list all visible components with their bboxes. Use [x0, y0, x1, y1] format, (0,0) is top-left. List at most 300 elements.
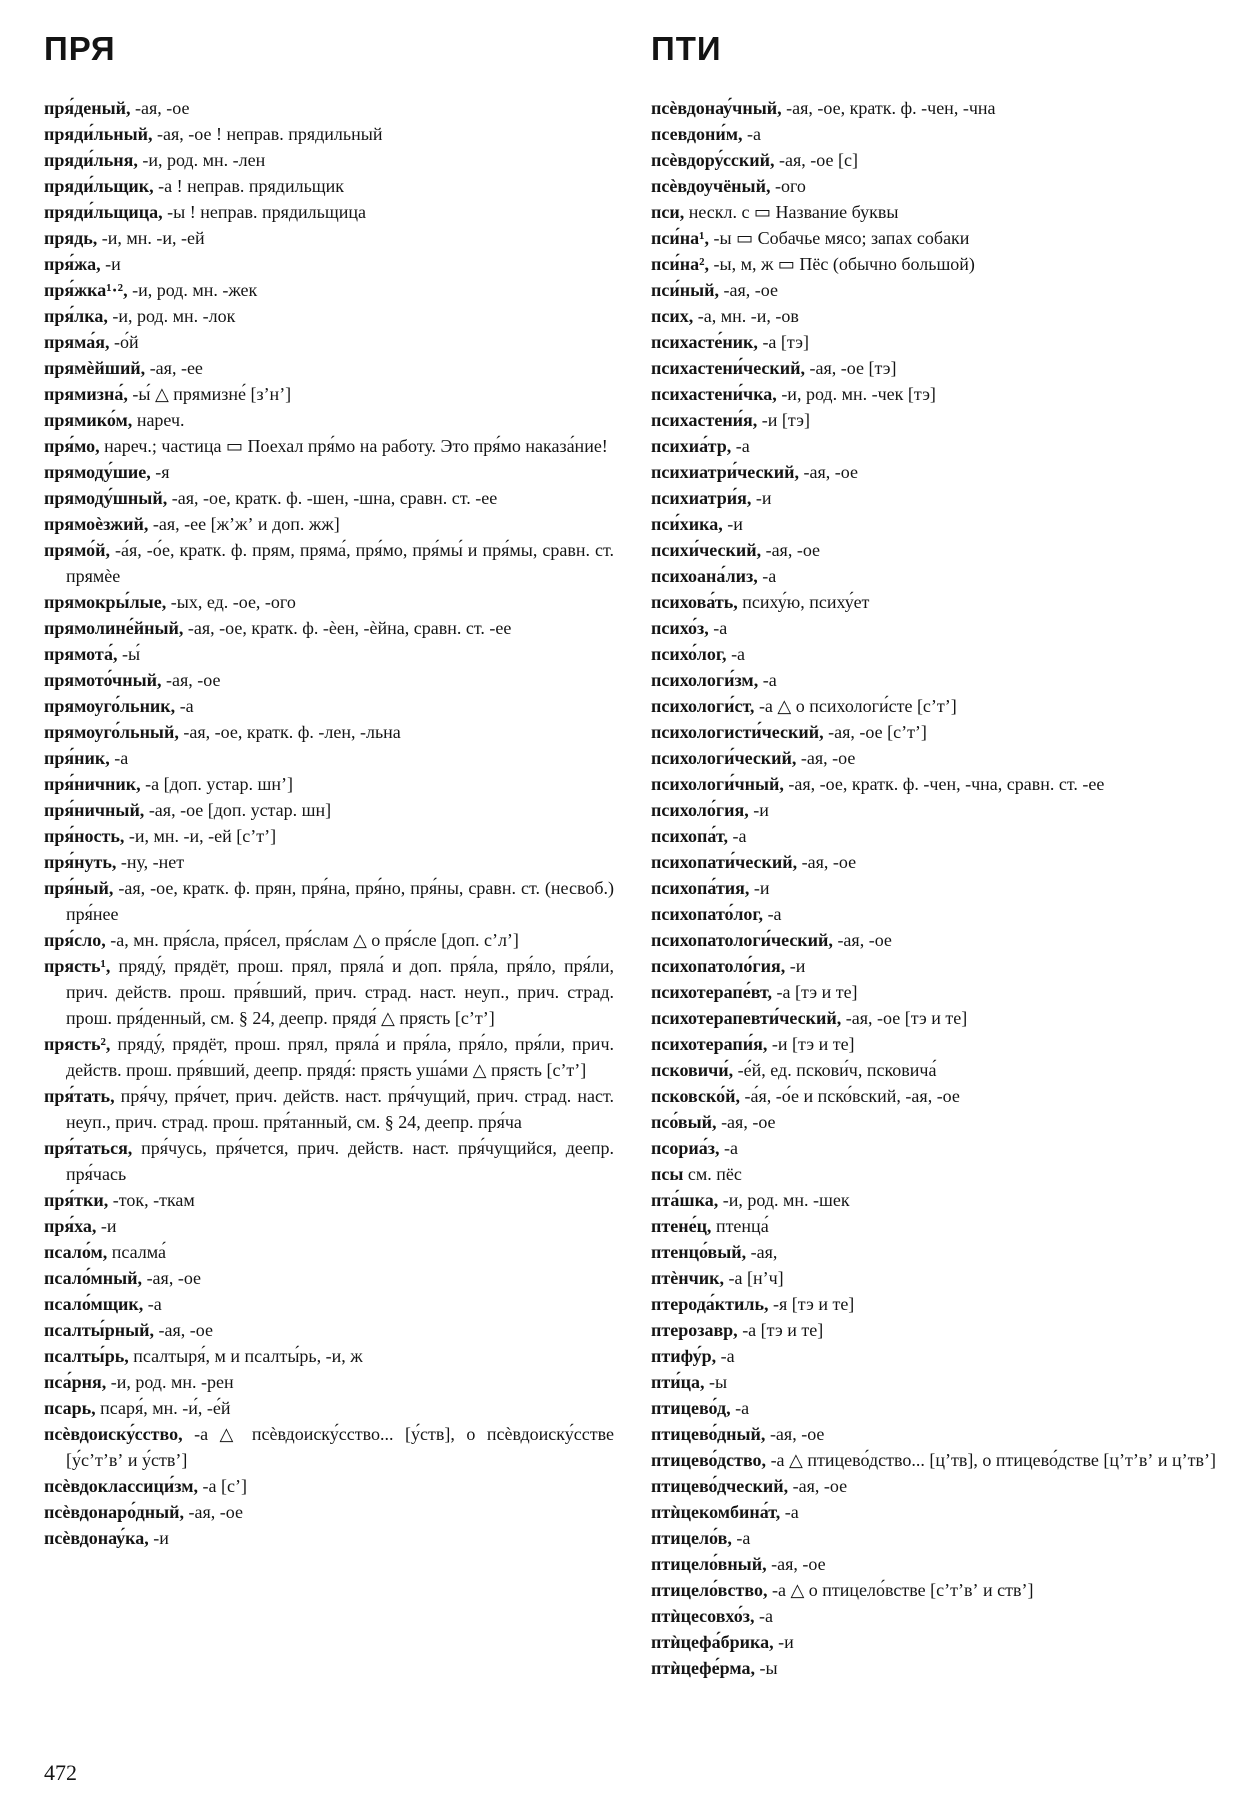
- entry-grammar: -а: [730, 1398, 750, 1418]
- dictionary-entry: [651, 927, 1221, 953]
- entry-headword: психиа́тр,: [651, 436, 732, 456]
- entry-headword: прямоду́шие,: [44, 462, 151, 482]
- dictionary-entry: [44, 797, 614, 823]
- dictionary-entry: [44, 823, 614, 849]
- dictionary-entry: [651, 771, 1221, 797]
- entry-grammar: -ая, -ее [жʼжʼ и доп. жж]: [148, 514, 340, 534]
- dictionary-entry: [651, 355, 1221, 381]
- entry-headword: пти́ца,: [651, 1372, 705, 1392]
- dictionary-entry: [44, 1421, 614, 1473]
- entry-headword: псарь,: [44, 1398, 96, 1418]
- entry-grammar: -ы ▭ Собачье мясо; запах собаки: [709, 228, 970, 248]
- entry-headword: псалты́рь,: [44, 1346, 129, 1366]
- entry-headword: прямико́м,: [44, 410, 133, 430]
- entry-headword: психологи́ческий,: [651, 748, 797, 768]
- entry-headword: псало́мщик,: [44, 1294, 144, 1314]
- entry-grammar: -ы: [704, 1372, 728, 1392]
- dictionary-entry: [651, 1057, 1221, 1083]
- dictionary-entry: [44, 121, 614, 147]
- entry-grammar: -ая, -ое: [799, 462, 859, 482]
- entry-grammar: -а: [175, 696, 194, 716]
- entry-headword: пряди́льня,: [44, 150, 138, 170]
- entry-grammar: -и, род. мн. -шек: [718, 1190, 850, 1210]
- entry-headword: птене́ц,: [651, 1216, 712, 1236]
- dictionary-entry: [651, 615, 1221, 641]
- dictionary-entry: [44, 433, 614, 459]
- entry-grammar: -а, мн. -и, -ов: [693, 306, 799, 326]
- entry-grammar: -а △ птицево́дство... [цʼтв], о птицево́дстве [цʼтʼвʼ и цʼтвʼ]: [766, 1450, 1216, 1470]
- entry-grammar: -и, мн. -и, -ей: [97, 228, 205, 248]
- entry-grammar: -а: [757, 566, 777, 586]
- dictionary-entry: [651, 1447, 1221, 1473]
- entry-headword: психологи́чный,: [651, 774, 784, 794]
- entry-headword: психотерапи́я,: [651, 1034, 768, 1054]
- entry-headword: психо́лог,: [651, 644, 727, 664]
- dictionary-entry: [651, 1473, 1221, 1499]
- entry-headword: пря́жа,: [44, 254, 101, 274]
- dictionary-entry: [44, 173, 614, 199]
- dictionary-entry: [651, 1395, 1221, 1421]
- entry-headword: психастени́чка,: [651, 384, 777, 404]
- entry-headword: птицело́в,: [651, 1528, 732, 1548]
- entry-headword: пряди́льщица,: [44, 202, 163, 222]
- entry-grammar: -а: [143, 1294, 162, 1314]
- entry-grammar: -а [тэ]: [757, 332, 809, 352]
- entry-headword: пряма́я,: [44, 332, 110, 352]
- entry-headword: псевдони́м,: [651, 124, 743, 144]
- entry-grammar: -а ! неправ. прядильщик: [153, 176, 345, 196]
- entry-grammar: нареч.; частица ▭ Поехал пря́мо на работу. Это пря́мо наказа́ние!: [99, 436, 608, 456]
- dictionary-entry: [651, 1265, 1221, 1291]
- dictionary-entry: [44, 875, 614, 927]
- entry-headword: псих,: [651, 306, 694, 326]
- entry-headword: прямота́,: [44, 644, 118, 664]
- entry-grammar: -а: [731, 1528, 751, 1548]
- entry-grammar: -ая, -ое [тэ]: [805, 358, 897, 378]
- entry-grammar: -и [тэ и те]: [767, 1034, 855, 1054]
- dictionary-entry: [44, 1135, 614, 1187]
- entry-headword: птицело́вство,: [651, 1580, 768, 1600]
- dictionary-entry: [651, 303, 1221, 329]
- dictionary-entry: [651, 1603, 1221, 1629]
- dictionary-entry: [651, 823, 1221, 849]
- entry-grammar: -ая, -ое [доп. устар. шн]: [144, 800, 332, 820]
- dictionary-entry: [44, 745, 614, 771]
- dictionary-entry: [651, 1369, 1221, 1395]
- dictionary-entry: [651, 953, 1221, 979]
- dictionary-entry: [44, 1395, 614, 1421]
- entry-grammar: -ая, -ое, кратк. ф. прян, пря́на, пря́но, пря́ны, сравн. ст. (несвоб.) пря́нее: [66, 878, 614, 924]
- dictionary-entry: [651, 1109, 1221, 1135]
- entry-headword: пря́нуть,: [44, 852, 117, 872]
- entry-grammar: -а: [731, 436, 750, 456]
- dictionary-entry: [44, 1343, 614, 1369]
- entry-headword: птѐнчик,: [651, 1268, 724, 1288]
- dictionary-entry: [44, 589, 614, 615]
- dictionary-entry: [44, 329, 614, 355]
- dictionary-entry: [651, 849, 1221, 875]
- entry-headword: пси́на¹,: [651, 228, 709, 248]
- running-head-left: ПРЯ: [44, 30, 116, 67]
- entry-headword: психопато́лог,: [651, 904, 764, 924]
- dictionary-entry: [44, 927, 614, 953]
- entry-headword: пси́на²,: [651, 254, 709, 274]
- entry-grammar: -ая, -ое: [719, 280, 778, 300]
- dictionary-entry: [44, 303, 614, 329]
- entry-headword: психи́ческий,: [651, 540, 762, 560]
- entry-grammar: -а: [754, 1606, 773, 1626]
- dictionary-entry: [651, 95, 1221, 121]
- entry-headword: психоана́лиз,: [651, 566, 758, 586]
- dictionary-entry: [44, 1369, 614, 1395]
- dictionary-entry: [44, 953, 614, 1031]
- dictionary-entry: [651, 563, 1221, 589]
- dictionary-entry: [44, 693, 614, 719]
- entry-grammar: -и: [785, 956, 806, 976]
- entry-headword: прямоуго́льный,: [44, 722, 179, 742]
- entry-headword: прядь,: [44, 228, 98, 248]
- entry-headword: пря́ха,: [44, 1216, 97, 1236]
- dictionary-entry: [44, 1213, 614, 1239]
- entry-headword: психоло́гия,: [651, 800, 749, 820]
- right-column: [651, 95, 1221, 1681]
- entry-headword: псѐвдонау́чный,: [651, 98, 782, 118]
- entry-grammar: -е́й, ед. пскови́ч, псковича́: [733, 1060, 937, 1080]
- dictionary-entry: [44, 485, 614, 511]
- dictionary-entry: [44, 459, 614, 485]
- entry-headword: психасте́ник,: [651, 332, 758, 352]
- entry-grammar: -а △ псѐвдоиску́сство... [у́ств], о псѐвдоиску́сстве [у́сʼтʼвʼ и у́ствʼ]: [66, 1424, 614, 1470]
- dictionary-entry: [651, 459, 1221, 485]
- entry-headword: пси́хика,: [651, 514, 723, 534]
- entry-grammar: -а: [109, 748, 129, 768]
- dictionary-entry: [651, 511, 1221, 537]
- dictionary-entry: [44, 1317, 614, 1343]
- entry-grammar: -а [тэ и те]: [772, 982, 858, 1002]
- dictionary-entry: [651, 1629, 1221, 1655]
- dictionary-entry: [651, 1187, 1221, 1213]
- entry-grammar: -ы, м, ж ▭ Пёс (обычно большой): [709, 254, 975, 274]
- entry-grammar: см. пёс: [683, 1164, 742, 1184]
- entry-grammar: -ая, -ое: [788, 1476, 848, 1496]
- dictionary-entry: [651, 693, 1221, 719]
- entry-grammar: -а: [763, 904, 782, 924]
- entry-headword: прямоду́шный,: [44, 488, 168, 508]
- dictionary-entry: [651, 1083, 1221, 1109]
- entry-headword: психопатологи́ческий,: [651, 930, 833, 950]
- entry-grammar: -а △ о птицело́встве [сʼтʼвʼ и ствʼ]: [767, 1580, 1034, 1600]
- entry-grammar: -ы́: [117, 644, 141, 664]
- dictionary-entry: [651, 1343, 1221, 1369]
- dictionary-entry: [44, 511, 614, 537]
- running-head-right: ПТИ: [651, 30, 722, 67]
- entry-grammar: -а [тэ и те]: [737, 1320, 824, 1340]
- left-column: [44, 95, 614, 1551]
- entry-headword: псало́мный,: [44, 1268, 143, 1288]
- dictionary-entry: [44, 1525, 614, 1551]
- entry-headword: психопатоло́гия,: [651, 956, 786, 976]
- entry-headword: пря́сло,: [44, 930, 106, 950]
- entry-grammar: -я: [150, 462, 170, 482]
- entry-grammar: -ая, -ое: [161, 670, 221, 690]
- entry-headword: птифу́р,: [651, 1346, 717, 1366]
- entry-grammar: -ну, -нет: [116, 852, 185, 872]
- entry-headword: псалты́рный,: [44, 1320, 155, 1340]
- entry-grammar: -ая, -ое, кратк. ф. -чен, -чна: [781, 98, 996, 118]
- dictionary-entry: [651, 1421, 1221, 1447]
- entry-headword: пря́ничник,: [44, 774, 141, 794]
- entry-headword: психопати́ческий,: [651, 852, 798, 872]
- dictionary-entry: [651, 225, 1221, 251]
- entry-grammar: -и, род. мн. -лок: [107, 306, 236, 326]
- entry-grammar: -а △ о психологи́сте [сʼтʼ]: [754, 696, 957, 716]
- entry-headword: птѝцефе́рма,: [651, 1658, 755, 1678]
- entry-headword: пря́ничный,: [44, 800, 145, 820]
- entry-grammar: -а: [742, 124, 761, 144]
- dictionary-entry: [651, 1291, 1221, 1317]
- entry-grammar: -а: [726, 644, 746, 664]
- entry-grammar: -и: [748, 800, 769, 820]
- dictionary-entry: [44, 407, 614, 433]
- entry-grammar: -ая, -ое: [832, 930, 892, 950]
- dictionary-entry: [44, 849, 614, 875]
- entry-headword: птѝцесовхо́з,: [651, 1606, 755, 1626]
- entry-headword: психопа́тия,: [651, 878, 750, 898]
- entry-headword: птицево́д,: [651, 1398, 731, 1418]
- dictionary-entry: [44, 1473, 614, 1499]
- entry-grammar: нареч.: [132, 410, 185, 430]
- entry-grammar: -а: [758, 670, 777, 690]
- entry-grammar: -и, род. мн. -рен: [106, 1372, 234, 1392]
- entry-grammar: -ая, -ое: [796, 748, 856, 768]
- entry-grammar: -ая, -ое: [130, 98, 190, 118]
- entry-grammar: психу́ю, психу́ет: [737, 592, 870, 612]
- dictionary-entry: [44, 251, 614, 277]
- entry-grammar: -ая, -ое: [761, 540, 821, 560]
- dictionary-entry: [44, 537, 614, 589]
- entry-grammar: -и [тэ]: [757, 410, 810, 430]
- entry-grammar: псалма́: [107, 1242, 166, 1262]
- dictionary-entry: [44, 199, 614, 225]
- entry-headword: психотерапевти́ческий,: [651, 1008, 842, 1028]
- entry-grammar: -ых, ед. -ое, -ого: [166, 592, 296, 612]
- dictionary-entry: [44, 1291, 614, 1317]
- dictionary-entry: [651, 381, 1221, 407]
- entry-grammar: -ая, -ое ! неправ. прядильный: [152, 124, 383, 144]
- entry-grammar: -ая, -ое: [716, 1112, 776, 1132]
- entry-headword: птѝцефа́брика,: [651, 1632, 774, 1652]
- dictionary-entry: [44, 1083, 614, 1135]
- entry-grammar: -ая, -ое: [154, 1320, 214, 1340]
- entry-grammar: -а: [780, 1502, 799, 1522]
- entry-grammar: псалтыря́, м и псалты́рь, -и, ж: [128, 1346, 363, 1366]
- dictionary-entry: [651, 485, 1221, 511]
- entry-headword: психова́ть,: [651, 592, 738, 612]
- entry-grammar: -ая, -ое, кратк. ф. -ѐен, -ѐйна, сравн. ст. -ее: [183, 618, 512, 638]
- entry-grammar: пряду́, прядёт, прош. прял, пряла́ и доп. пря́ла, пря́ло, пря́ли, прич. действ. прош. пря́вший, прич. страд. наст. неуп., прич. страд. прош. пря́денный, см. § 24, деепр. прядя́ △ прясть [сʼтʼ]: [66, 956, 614, 1028]
- entry-headword: псѐвдонаро́дный,: [44, 1502, 184, 1522]
- entry-headword: псало́м,: [44, 1242, 108, 1262]
- dictionary-entry: [651, 589, 1221, 615]
- entry-headword: психологи́ст,: [651, 696, 755, 716]
- entry-grammar: -и: [148, 1528, 169, 1548]
- entry-grammar: -ая,: [746, 1242, 778, 1262]
- entry-grammar: -а: [708, 618, 728, 638]
- entry-headword: птицево́дный,: [651, 1424, 766, 1444]
- entry-grammar: -ая, -ое [сʼтʼ]: [823, 722, 927, 742]
- entry-headword: прямо́й,: [44, 540, 111, 560]
- entry-headword: пря́ный,: [44, 878, 114, 898]
- entry-headword: пряди́льный,: [44, 124, 153, 144]
- entry-grammar: -а [доп. устар. шнʼ]: [140, 774, 293, 794]
- entry-grammar: псаря́, мн. -и́, -е́й: [95, 1398, 231, 1418]
- entry-headword: птѝцекомбина́т,: [651, 1502, 781, 1522]
- entry-headword: пря́деный,: [44, 98, 131, 118]
- entry-grammar: -ая, -ое [тэ и те]: [841, 1008, 968, 1028]
- entry-headword: психологисти́ческий,: [651, 722, 824, 742]
- entry-grammar: -ы ! неправ. прядильщица: [162, 202, 366, 222]
- entry-headword: птерозавр,: [651, 1320, 738, 1340]
- entry-headword: птицево́дческий,: [651, 1476, 789, 1496]
- entry-headword: птицело́вный,: [651, 1554, 767, 1574]
- entry-grammar: -а́я, -о́е, кратк. ф. прям, пряма́, пря́мо, пря́мы́ и пря́мы, сравн. ст. прямѐе: [66, 540, 614, 586]
- dictionary-entry: [651, 1213, 1221, 1239]
- page-number: 472: [44, 1760, 77, 1785]
- entry-headword: пря́тать,: [44, 1086, 115, 1106]
- dictionary-entry: [651, 121, 1221, 147]
- entry-grammar: -ы́ △ прямизне́ [зʼнʼ]: [127, 384, 292, 404]
- entry-grammar: пряду́, прядёт, прош. прял, пряла́ и пря́ла, пря́ло, пря́ли, прич. действ. прош. пря́вший, деепр. прядя́: прясть уша́ми △ прясть [сʼтʼ]: [66, 1034, 614, 1080]
- entry-grammar: -и: [96, 1216, 117, 1236]
- dictionary-entry: [651, 1551, 1221, 1577]
- dictionary-entry: [651, 199, 1221, 225]
- entry-grammar: -ая, -ое: [184, 1502, 243, 1522]
- dictionary-entry: [44, 641, 614, 667]
- dictionary-entry: [651, 1317, 1221, 1343]
- dictionary-entry: [44, 1499, 614, 1525]
- dictionary-entry: [44, 1031, 614, 1083]
- entry-headword: птицево́дство,: [651, 1450, 767, 1470]
- dictionary-entry: [651, 407, 1221, 433]
- entry-grammar: -а: [716, 1346, 735, 1366]
- entry-headword: псѐвдоучёный,: [651, 176, 771, 196]
- dictionary-entry: [651, 1239, 1221, 1265]
- entry-grammar: -о́й: [109, 332, 139, 352]
- entry-grammar: -ая, -ое: [766, 1554, 826, 1574]
- dictionary-entry: [44, 719, 614, 745]
- entry-grammar: -и: [749, 878, 770, 898]
- dictionary-entry: [44, 1265, 614, 1291]
- entry-grammar: -ток, -ткам: [108, 1190, 195, 1210]
- entry-grammar: пря́чусь, пря́чется, прич. действ. наст. пря́чущийся, деепр. пря́чась: [66, 1138, 614, 1184]
- entry-headword: пси́ный,: [651, 280, 720, 300]
- entry-headword: пря́тки,: [44, 1190, 109, 1210]
- dictionary-entry: [44, 355, 614, 381]
- dictionary-entry: [651, 1499, 1221, 1525]
- entry-headword: пта́шка,: [651, 1190, 719, 1210]
- entry-headword: психологи́зм,: [651, 670, 759, 690]
- entry-grammar: -и, мн. -и, -ей [сʼтʼ]: [124, 826, 277, 846]
- entry-headword: псѐвдоклассици́зм,: [44, 1476, 199, 1496]
- dictionary-entry: [651, 537, 1221, 563]
- entry-headword: психопа́т,: [651, 826, 728, 846]
- entry-headword: псы: [651, 1164, 684, 1184]
- dictionary-entry: [651, 667, 1221, 693]
- dictionary-entry: [651, 1525, 1221, 1551]
- entry-headword: птенцо́вый,: [651, 1242, 747, 1262]
- entry-headword: пря́ность,: [44, 826, 125, 846]
- entry-headword: психотерапе́вт,: [651, 982, 773, 1002]
- entry-grammar: -ая, -ое, кратк. ф. -лен, -льна: [178, 722, 401, 742]
- entry-headword: пряди́льщик,: [44, 176, 154, 196]
- dictionary-entry: [651, 173, 1221, 199]
- entry-headword: псѐвдору́сский,: [651, 150, 775, 170]
- entry-headword: прямоуго́льник,: [44, 696, 176, 716]
- entry-headword: прясть¹,: [44, 956, 111, 976]
- dictionary-entry: [651, 251, 1221, 277]
- entry-headword: пса́рня,: [44, 1372, 107, 1392]
- dictionary-entry: [44, 225, 614, 251]
- dictionary-entry: [651, 433, 1221, 459]
- entry-grammar: -ая, -ее: [145, 358, 203, 378]
- entry-grammar: -а: [719, 1138, 738, 1158]
- entry-grammar: -и, род. мн. -лен: [137, 150, 266, 170]
- entry-headword: прямизна́,: [44, 384, 128, 404]
- entry-grammar: птенца́: [711, 1216, 769, 1236]
- dictionary-entry: [44, 615, 614, 641]
- entry-grammar: -ая, -ое, кратк. ф. -шен, -шна, сравн. ст. -ее: [167, 488, 498, 508]
- dictionary-entry: [651, 147, 1221, 173]
- entry-headword: психиатри́ческий,: [651, 462, 800, 482]
- entry-headword: психастени́я,: [651, 410, 758, 430]
- dictionary-entry: [44, 667, 614, 693]
- entry-headword: псковско́й,: [651, 1086, 740, 1106]
- dictionary-entry: [651, 1655, 1221, 1681]
- entry-headword: псковичи́,: [651, 1060, 734, 1080]
- entry-headword: прямото́чный,: [44, 670, 162, 690]
- entry-grammar: -и: [722, 514, 743, 534]
- dictionary-entry: [651, 641, 1221, 667]
- entry-grammar: -ая, -ое: [142, 1268, 202, 1288]
- entry-grammar: -а [нʼч]: [723, 1268, 784, 1288]
- entry-headword: прясть²,: [44, 1034, 111, 1054]
- entry-grammar: -ая, -ое [с]: [774, 150, 858, 170]
- entry-grammar: -а́я, -о́е и пско́вский, -ая, -ое: [739, 1086, 960, 1106]
- entry-headword: пси,: [651, 202, 685, 222]
- dictionary-entry: [651, 1161, 1221, 1187]
- entry-headword: прямолине́йный,: [44, 618, 184, 638]
- dictionary-entry: [651, 745, 1221, 771]
- entry-headword: пря́жка¹·²,: [44, 280, 128, 300]
- dictionary-entry: [44, 95, 614, 121]
- dictionary-entry: [651, 277, 1221, 303]
- entry-grammar: -и, род. мн. -жек: [127, 280, 258, 300]
- entry-grammar: -ого: [770, 176, 806, 196]
- entry-headword: пря́лка,: [44, 306, 108, 326]
- entry-headword: пря́мо,: [44, 436, 100, 456]
- dictionary-entry: [651, 719, 1221, 745]
- entry-headword: псѐвдонау́ка,: [44, 1528, 149, 1548]
- entry-headword: пря́таться,: [44, 1138, 133, 1158]
- dictionary-entry: [44, 147, 614, 173]
- dictionary-entry: [651, 901, 1221, 927]
- dictionary-entry: [651, 979, 1221, 1005]
- entry-headword: психиатри́я,: [651, 488, 752, 508]
- entry-headword: психастени́ческий,: [651, 358, 806, 378]
- entry-grammar: -и, род. мн. -чек [тэ]: [776, 384, 936, 404]
- dictionary-entry: [651, 1005, 1221, 1031]
- entry-grammar: -ая, -ое, кратк. ф. -чен, -чна, сравн. ст. -ее: [783, 774, 1105, 794]
